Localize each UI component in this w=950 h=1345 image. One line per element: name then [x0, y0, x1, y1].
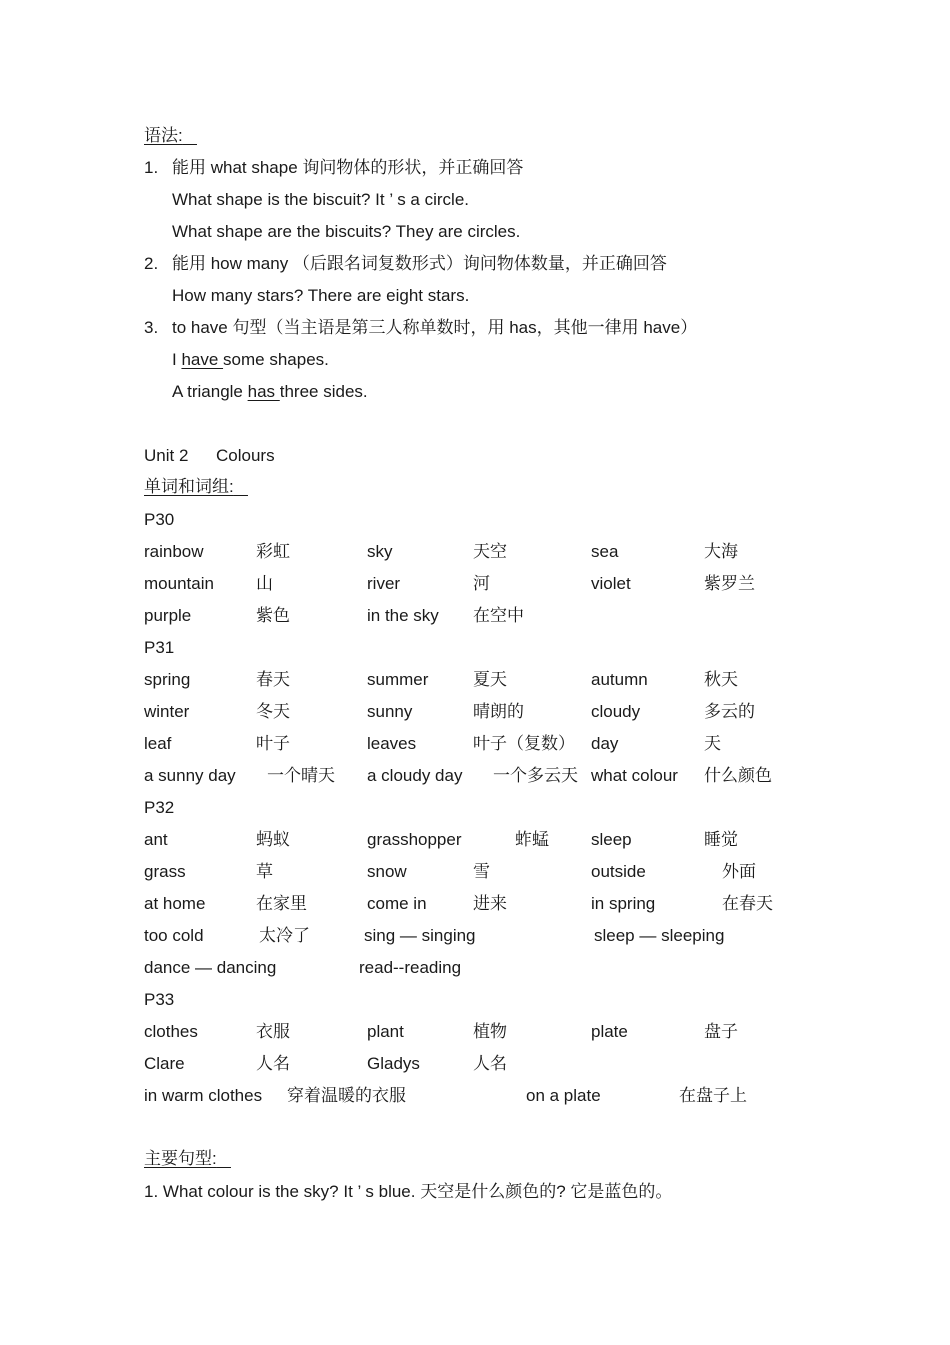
- vocab-meaning: 秋天: [704, 670, 738, 689]
- vocab-word: purple: [144, 606, 192, 625]
- vocab-meaning: 进来: [473, 894, 507, 913]
- grammar-heading: 语法:: [144, 126, 183, 145]
- vocab-word: autumn: [591, 670, 648, 689]
- unit-number: Unit 2: [144, 446, 189, 465]
- example-text: I: [172, 350, 182, 369]
- vocab-meaning: 人名: [256, 1054, 290, 1073]
- example-text: three sides.: [279, 382, 368, 401]
- vocab-page-label: P30: [144, 510, 175, 529]
- vocab-meaning: 多云的: [704, 702, 755, 721]
- vocab-meaning: 在家里: [256, 894, 307, 913]
- grammar-item-1: 能用 what shape 询问物体的形状，并正确回答: [172, 158, 524, 177]
- vocab-word: day: [591, 734, 619, 753]
- vocab-word: rainbow: [144, 542, 204, 561]
- vocab-meaning: 在盘子上: [679, 1086, 747, 1105]
- vocab-meaning: 蚂蚁: [256, 830, 290, 849]
- vocab-word: snow: [367, 862, 407, 881]
- vocab-meaning: 一个晴天: [267, 766, 335, 785]
- vocab-word: sunny: [367, 702, 413, 721]
- underlined-verb: has: [247, 382, 280, 401]
- vocab-word: river: [367, 574, 401, 593]
- vocab-word: sky: [367, 542, 393, 561]
- vocab-word: mountain: [144, 574, 214, 593]
- grammar-example-1b: What shape are the biscuits? They are circles.: [172, 222, 521, 241]
- vocab-meaning: 穿着温暖的衣服: [287, 1086, 406, 1105]
- vocab-meaning: 叶子（复数）: [473, 734, 575, 753]
- vocab-meaning: 植物: [473, 1022, 507, 1041]
- grammar-example-3a: [172, 350, 329, 370]
- grammar-item-2: 能用 how many （后跟名词复数形式）询问物体数量，并正确回答: [172, 254, 667, 273]
- vocab-word: come in: [367, 894, 427, 913]
- vocab-word: ant: [144, 830, 168, 849]
- vocab-word: grass: [144, 862, 186, 881]
- grammar-example-2: How many stars? There are eight stars.: [172, 286, 470, 305]
- vocab-meaning: 春天: [256, 670, 290, 689]
- grammar-item-num-1: 1.: [144, 158, 159, 177]
- vocab-meaning: 外面: [722, 862, 756, 881]
- grammar-example-1a: What shape is the biscuit? It ’ s a circle.: [172, 190, 469, 209]
- grammar-item-num-3: 3.: [144, 318, 159, 337]
- vocab-meaning: 河: [473, 574, 490, 593]
- vocab-meaning: 雪: [473, 862, 490, 881]
- vocab-word: sleep: [591, 830, 632, 849]
- vocab-word: sleep — sleeping: [594, 926, 725, 945]
- vocab-meaning: 草: [256, 862, 273, 881]
- vocab-meaning: 天空: [473, 542, 507, 561]
- grammar-item-num-2: 2.: [144, 254, 159, 273]
- vocab-word: at home: [144, 894, 206, 913]
- vocab-word: Gladys: [367, 1054, 420, 1073]
- vocab-meaning: 什么颜色: [704, 766, 772, 785]
- vocab-meaning: 冬天: [256, 702, 290, 721]
- example-text: A triangle: [172, 382, 248, 401]
- vocab-word: on a plate: [526, 1086, 601, 1105]
- vocab-word: dance — dancing: [144, 958, 277, 977]
- vocab-meaning: 人名: [473, 1054, 507, 1073]
- vocab-meaning: 一个多云天: [493, 766, 578, 785]
- vocab-word: violet: [591, 574, 631, 593]
- vocab-word: in the sky: [367, 606, 439, 625]
- vocab-word: outside: [591, 862, 646, 881]
- vocab-word: in warm clothes: [144, 1086, 263, 1105]
- vocab-meaning: 大海: [704, 542, 738, 561]
- vocab-word: too cold: [144, 926, 204, 945]
- vocab-meaning: 叶子: [256, 734, 290, 753]
- vocab-word: what colour: [591, 766, 678, 785]
- vocab-word: in spring: [591, 894, 656, 913]
- grammar-example-3b: [172, 382, 368, 402]
- vocab-word: leaves: [367, 734, 417, 753]
- sentences-heading: 主要句型:: [144, 1149, 217, 1168]
- vocab-word: plate: [591, 1022, 628, 1041]
- underlined-verb: have: [181, 350, 224, 369]
- vocab-word: a cloudy day: [367, 766, 463, 785]
- vocab-meaning: 睡觉: [704, 830, 738, 849]
- vocab-word: sing — singing: [364, 926, 476, 945]
- vocab-meaning: 紫色: [256, 606, 290, 625]
- vocab-word: spring: [144, 670, 191, 689]
- vocab-word: read--reading: [359, 958, 462, 977]
- vocab-meaning: 紫罗兰: [704, 574, 755, 593]
- vocab-meaning: 在空中: [473, 606, 524, 625]
- vocab-word: leaf: [144, 734, 172, 753]
- vocab-meaning: 蚱蜢: [515, 830, 549, 849]
- vocab-word: grasshopper: [367, 830, 462, 849]
- vocab-word: cloudy: [591, 702, 641, 721]
- vocab-page-label: P31: [144, 638, 175, 657]
- sentence-1: 1. What colour is the sky? It ’ s blue. 天空是什么颜色的? 它是蓝色的。: [144, 1182, 673, 1201]
- vocab-heading: 单词和词组:: [144, 477, 234, 496]
- vocab-meaning: 天: [704, 734, 721, 753]
- vocab-meaning: 盘子: [704, 1022, 738, 1041]
- vocab-meaning: 山: [256, 574, 273, 593]
- vocab-word: clothes: [144, 1022, 198, 1041]
- vocab-word: winter: [144, 702, 190, 721]
- vocab-meaning: 晴朗的: [473, 702, 524, 721]
- vocab-meaning: 彩虹: [256, 542, 290, 561]
- unit-name: Colours: [216, 446, 275, 465]
- grammar-item-3: to have 句型（当主语是第三人称单数时，用 has，其他一律用 have）: [172, 318, 698, 337]
- vocab-page-label: P33: [144, 990, 175, 1009]
- vocab-meaning: 夏天: [473, 670, 507, 689]
- vocab-meaning: 在春天: [722, 894, 773, 913]
- vocab-meaning: 太冷了: [259, 926, 310, 945]
- vocab-word: sea: [591, 542, 619, 561]
- vocab-page-label: P32: [144, 798, 175, 817]
- vocab-meaning: 衣服: [256, 1022, 290, 1041]
- vocab-word: Clare: [144, 1054, 185, 1073]
- vocab-word: summer: [367, 670, 429, 689]
- example-text: some shapes.: [223, 350, 329, 369]
- vocab-word: plant: [367, 1022, 404, 1041]
- vocab-word: a sunny day: [144, 766, 236, 785]
